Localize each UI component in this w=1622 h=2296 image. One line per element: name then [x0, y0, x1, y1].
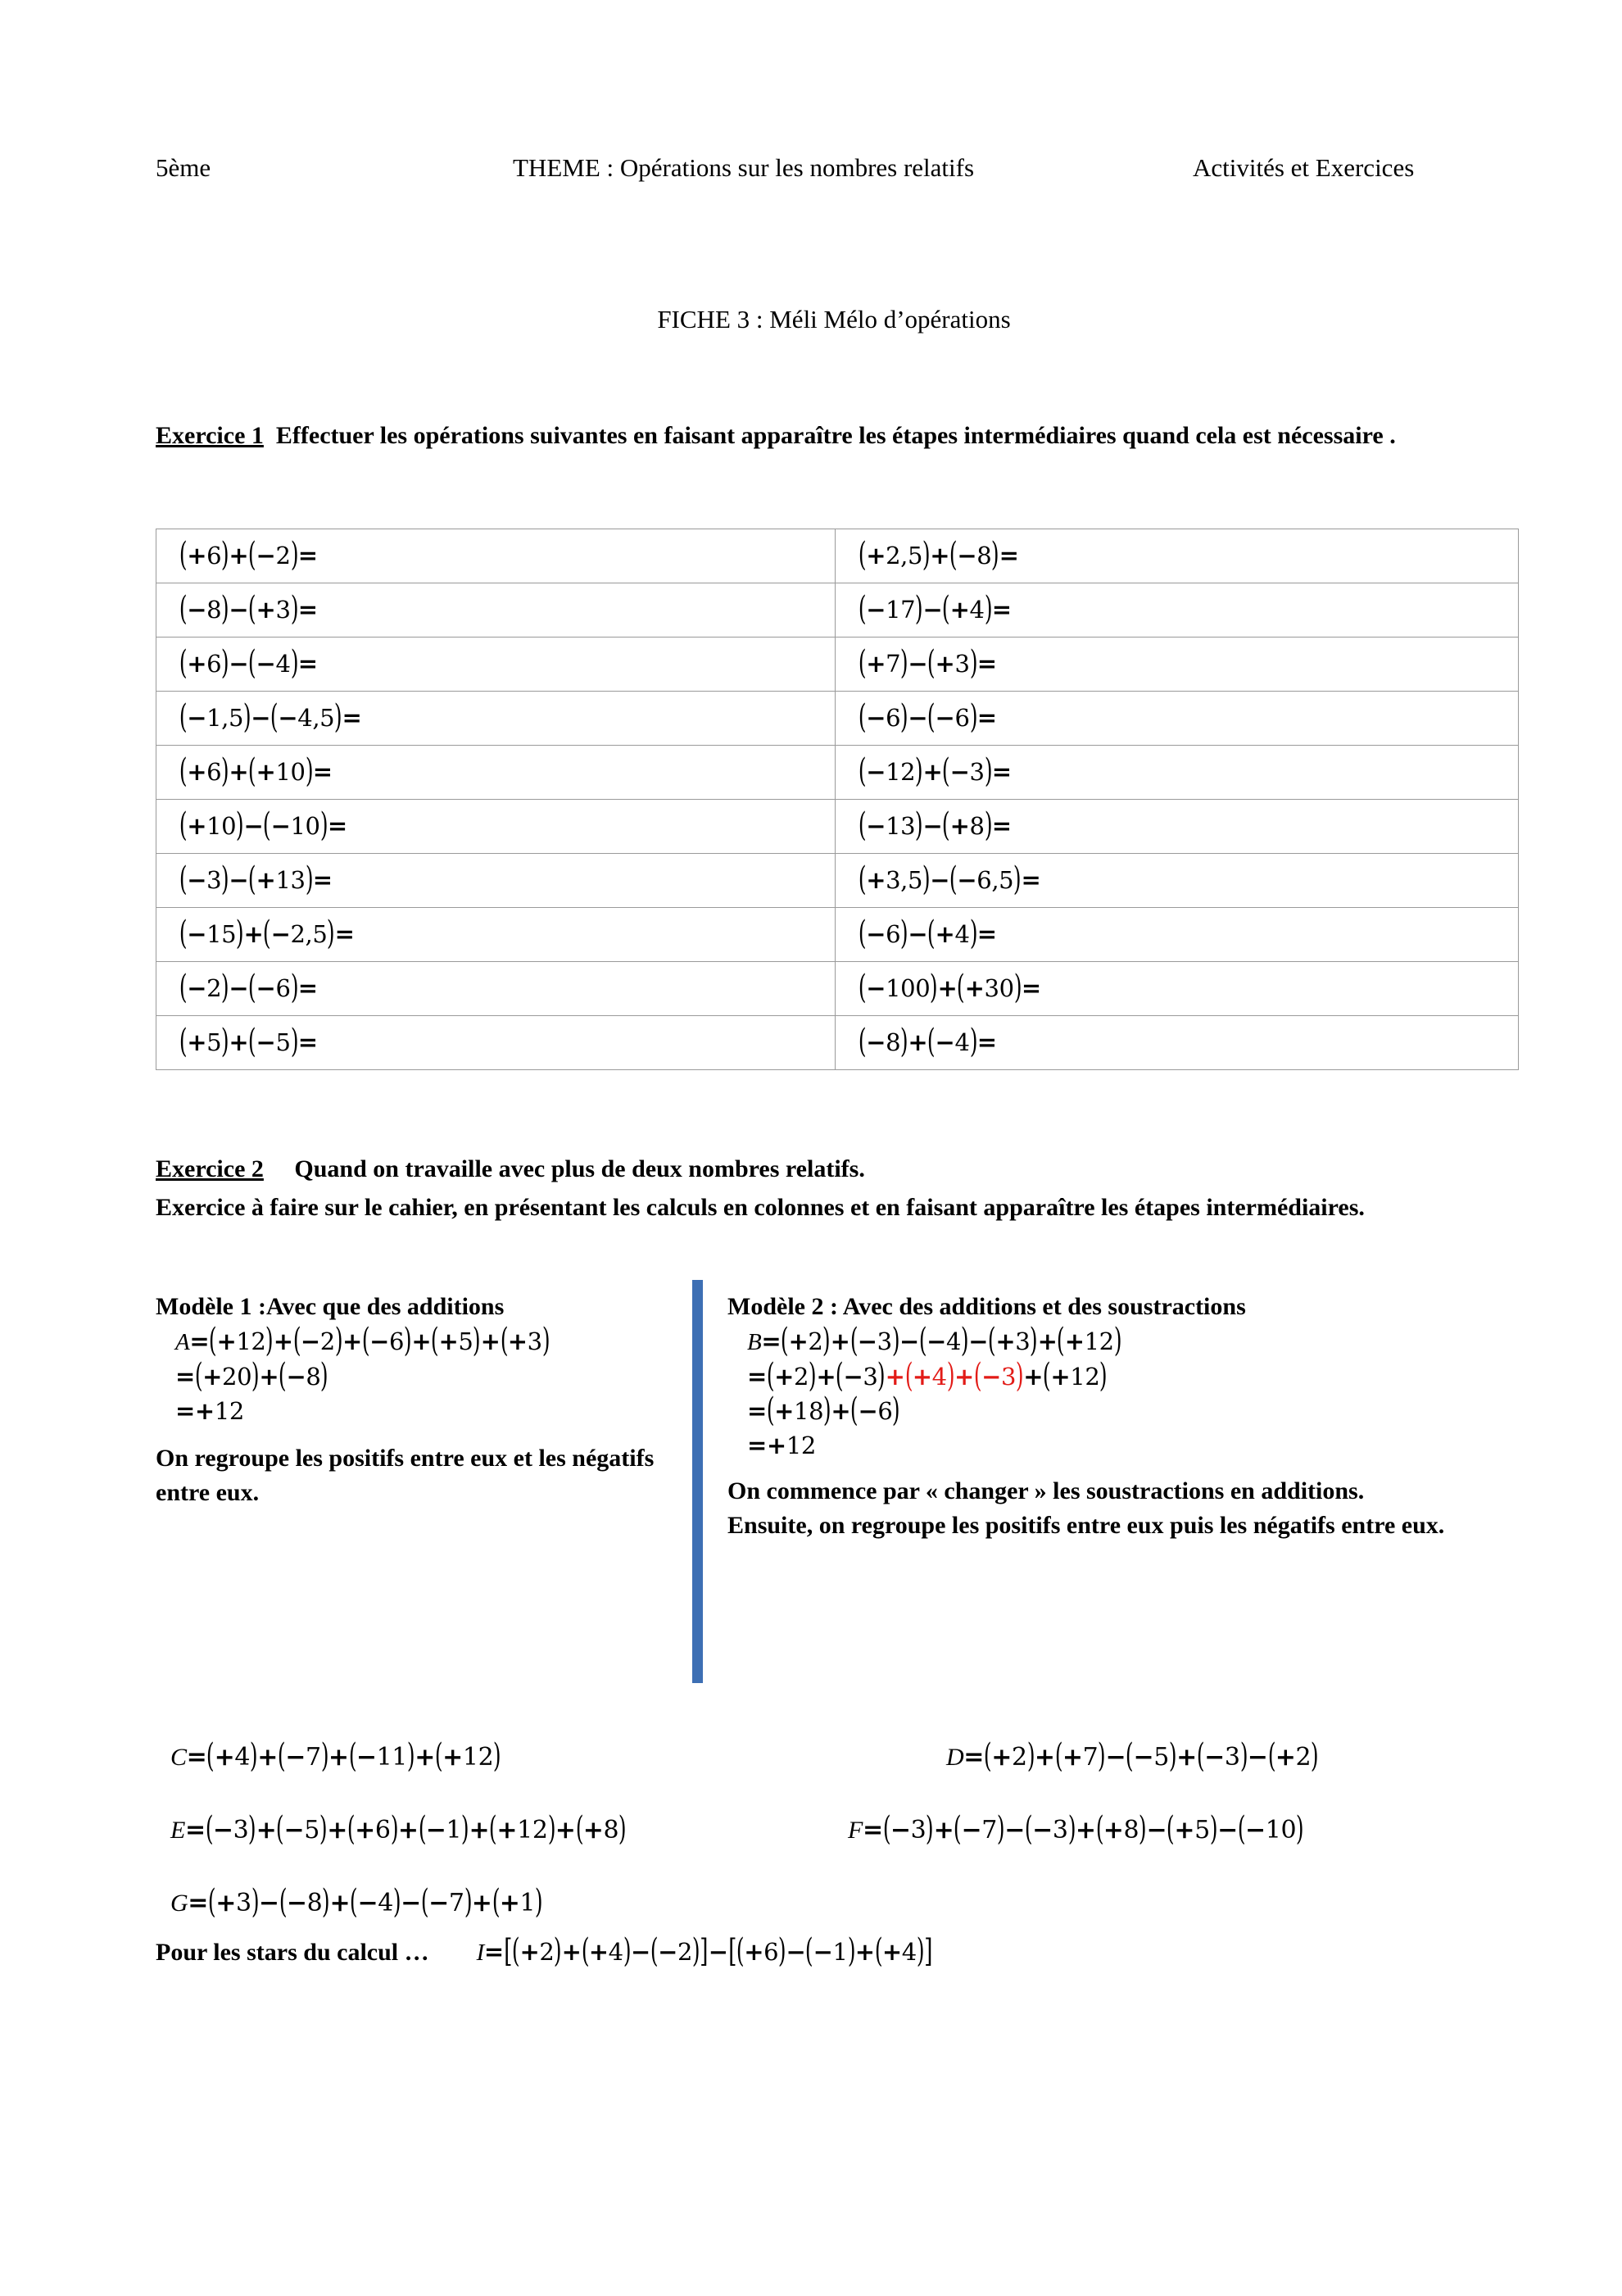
- table-row: [156, 529, 1519, 583]
- operation-cell-left[interactable]: (−2)−(−6)=: [156, 962, 836, 1016]
- page-header: [156, 152, 1475, 184]
- operation-cell-left[interactable]: (−3)−(+13)=: [156, 854, 836, 908]
- fiche-title: FICHE 3 : Méli Mélo d’opérations: [657, 305, 1011, 334]
- model-2-note-1: On commence par « changer » les soustractions en additions.: [727, 1477, 1365, 1504]
- table-row: [156, 962, 1519, 1016]
- operation-cell-left[interactable]: (+10)−(−10)=: [156, 800, 836, 854]
- expression-F: F=(−3)+(−7)−(−3)+(+8)−(+5)−(−10): [848, 1810, 1304, 1848]
- operation-cell-right[interactable]: (−8)+(−4)=: [836, 1016, 1519, 1070]
- model-1-title: Modèle 1 :Avec que des additions: [156, 1293, 505, 1320]
- model-2-note-2: Ensuite, on regroupe les positifs entre eux puis les négatifs entre eux.: [727, 1512, 1445, 1539]
- exercise2-label: Exercice 2: [156, 1155, 264, 1182]
- model-2-block: [727, 1293, 1448, 1543]
- operation-cell-right[interactable]: (+2,5)+(−8)=: [836, 529, 1519, 583]
- operation-cell-right[interactable]: (−13)−(+8)=: [836, 800, 1519, 854]
- table-row: [156, 583, 1519, 638]
- header-level: 5ème: [156, 153, 211, 182]
- highlighted-step: +(+4)+(−3): [885, 1357, 1024, 1395]
- operation-cell-right[interactable]: (+7)−(+3)=: [836, 638, 1519, 692]
- header-section: Activités et Exercices: [1193, 153, 1415, 182]
- operation-cell-right[interactable]: (−100)+(+30)=: [836, 962, 1519, 1016]
- expression-D: D=(+2)+(+7)−(−5)+(−3)−(+2): [946, 1737, 1319, 1775]
- operation-cell-right[interactable]: (−17)−(+4)=: [836, 583, 1519, 638]
- table-row: [156, 692, 1519, 746]
- stars-label: Pour les stars du calcul …: [156, 1939, 429, 1966]
- model-1-line-2: =(+20)+(−8): [175, 1357, 328, 1395]
- stars-expression: I=[(+2)+(+4)−(−2)]−[(+6)−(−1)+(+4)]: [476, 1932, 933, 1970]
- table-row: [156, 1016, 1519, 1070]
- exercise2-instruction: Exercice à faire sur le cahier, en présentant les calculs en colonnes et en faisant apparaître les étapes intermédiaires.: [156, 1194, 1365, 1221]
- operation-cell-left[interactable]: (−15)+(−2,5)=: [156, 908, 836, 962]
- operation-cell-right[interactable]: (−6)−(−6)=: [836, 692, 1519, 746]
- model-1-lines: [156, 1324, 664, 1428]
- operation-cell-left[interactable]: (−8)−(+3)=: [156, 583, 836, 638]
- vertical-divider: [692, 1280, 703, 1683]
- model-2-title: Modèle 2 : Avec des additions et des soustractions: [727, 1293, 1246, 1320]
- expression-G: G=(+3)−(−8)+(−4)−(−7)+(+1): [170, 1883, 543, 1921]
- exercise1-instruction: Effectuer les opérations suivantes en faisant apparaître les étapes intermédiaires quand cela est nécessaire .: [275, 422, 1396, 449]
- model-2-line-2: =(+2)+(−3)+(+4)+(−3)+(+12): [747, 1357, 1108, 1395]
- model-1-line-1: A=(+12)+(−2)+(−6)+(+5)+(+3): [175, 1322, 550, 1359]
- table-row: [156, 800, 1519, 854]
- operations-table: [156, 529, 1519, 1070]
- operation-cell-left[interactable]: (−1,5)−(−4,5)=: [156, 692, 836, 746]
- stars-row: [156, 1932, 933, 1970]
- exercise2-subtitle: Quand on travaille avec plus de deux nombres relatifs.: [294, 1155, 865, 1182]
- table-row: [156, 746, 1519, 800]
- model-1-note: On regroupe les positifs entre eux et les négatifs entre eux.: [156, 1445, 655, 1506]
- table-row: [156, 854, 1519, 908]
- operation-cell-right[interactable]: (+3,5)−(−6,5)=: [836, 854, 1519, 908]
- model-2-lines: [727, 1324, 1448, 1463]
- table-row: [156, 638, 1519, 692]
- table-row: [156, 908, 1519, 962]
- expression-C: C=(+4)+(−7)+(−11)+(+12): [170, 1737, 501, 1775]
- operation-cell-right[interactable]: (−12)+(−3)=: [836, 746, 1519, 800]
- model-2-line-3: =(+18)+(−6): [747, 1391, 900, 1429]
- operation-cell-left[interactable]: (+6)+(−2)=: [156, 529, 836, 583]
- operation-cell-left[interactable]: (+6)+(+10)=: [156, 746, 836, 800]
- exercise1-heading: [156, 418, 1470, 454]
- operation-cell-right[interactable]: (−6)−(+4)=: [836, 908, 1519, 962]
- header-theme: THEME : Opérations sur les nombres relatifs: [513, 153, 975, 182]
- expression-E: E=(−3)+(−5)+(+6)+(−1)+(+12)+(+8): [170, 1810, 627, 1848]
- model-1-block: [156, 1293, 664, 1510]
- exercise2-heading: [156, 1151, 1475, 1187]
- exercise1-label: Exercice 1: [156, 422, 264, 449]
- model-2-line-4: =+12: [747, 1432, 816, 1459]
- operation-cell-left[interactable]: (+5)+(−5)=: [156, 1016, 836, 1070]
- model-2-line-1: B=(+2)+(−3)−(−4)−(+3)+(+12): [747, 1322, 1122, 1359]
- operation-cell-left[interactable]: (+6)−(−4)=: [156, 638, 836, 692]
- model-1-line-3: =+12: [175, 1397, 244, 1425]
